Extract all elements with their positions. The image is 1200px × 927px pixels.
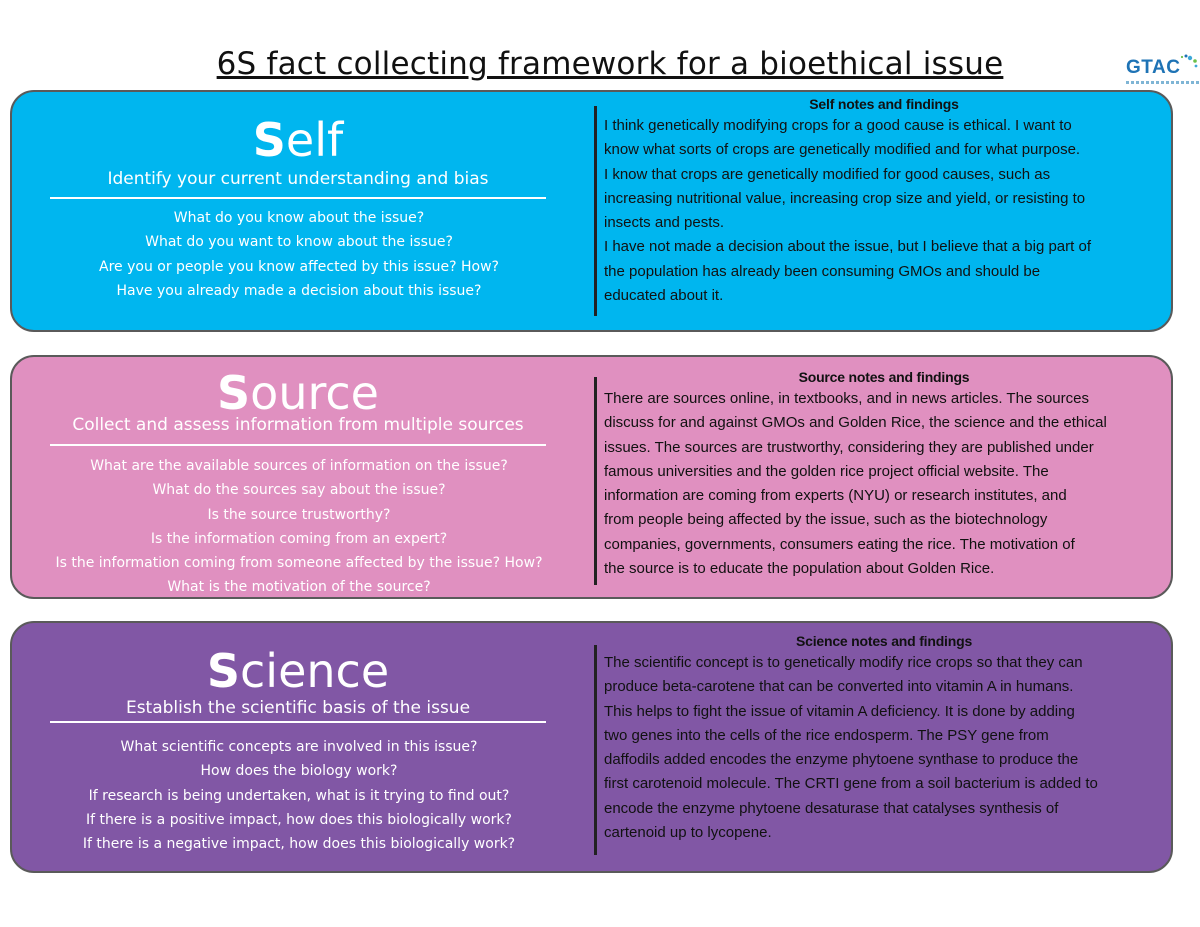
source-notes-body — [604, 387, 1164, 581]
notes-line: I think genetically modifying crops for a good cause is ethical. I want to — [604, 117, 1072, 134]
notes-line: daffodils added encodes the enzyme phytoene synthase to produce the — [604, 751, 1079, 769]
gtac-logo — [1126, 54, 1200, 94]
notes-line: companies, governments, consumers eating the rice. The motivation of — [604, 535, 1075, 553]
question-item: Have you already made a decision about this issue? — [116, 282, 482, 299]
science-questions — [12, 735, 586, 856]
science-notes-heading: Science notes and findings — [795, 633, 973, 649]
question-item: What scientific concepts are involved in this issue? — [120, 739, 478, 755]
source-panel — [10, 355, 1173, 599]
notes-line: famous universities and the golden rice project official website. The — [604, 462, 1049, 480]
notes-line: information are coming from experts (NYU) or research institutes, and — [604, 487, 1067, 505]
question-item: Is the source trustworthy? — [207, 506, 391, 523]
source-prompt-section — [12, 357, 592, 597]
self-notes-section — [604, 94, 1164, 308]
science-heading-rest: cience — [240, 644, 390, 698]
question-item: If research is being undertaken, what is it trying to find out? — [88, 787, 510, 804]
self-questions — [12, 206, 586, 303]
source-divider-line — [50, 444, 546, 446]
self-heading-rest: elf — [285, 113, 344, 167]
self-notes-body — [604, 114, 1164, 308]
source-questions — [12, 454, 586, 600]
science-notes-body — [604, 651, 1164, 845]
question-item: What do you want to know about the issue? — [145, 234, 453, 251]
logo-dots-icon — [1174, 54, 1200, 80]
question-item: How does the biology work? — [200, 763, 398, 780]
source-heading-rest: ource — [250, 366, 379, 420]
notes-line: increasing nutritional value, increasing crop size and yield, or resisting to — [604, 189, 1086, 207]
question-item: Are you or people you know affected by this issue? How? — [99, 258, 499, 275]
science-heading — [12, 645, 584, 697]
source-heading — [12, 367, 584, 419]
self-subtitle: Identify your current understanding and bias — [107, 169, 489, 189]
notes-line: This helps to fight the issue of vitamin A deficiency. It is done by adding — [604, 702, 1075, 720]
page-title: 6S fact collecting framework for a bioethical issue — [216, 46, 1004, 82]
science-panel — [10, 621, 1173, 873]
notes-line: There are sources online, in textbooks, and in news articles. The sources — [604, 390, 1089, 407]
self-prompt-section — [12, 92, 592, 330]
question-item: What do you know about the issue? — [173, 210, 425, 226]
science-prompt-section — [12, 623, 592, 871]
question-item: Is the information coming from an expert? — [150, 530, 448, 547]
notes-line: know what sorts of crops are genetically modified and for what purpose. — [604, 141, 1081, 159]
question-item: Is the information coming from someone affected by the issue? How? — [55, 555, 543, 572]
self-panel — [10, 90, 1173, 332]
science-subtitle: Establish the scientific basis of the issue — [125, 698, 471, 718]
notes-line: The scientific concept is to genetically modify rice crops so that they can — [604, 654, 1083, 671]
question-item: If there is a positive impact, how does this biologically work? — [86, 811, 512, 828]
source-notes-heading: Source notes and findings — [798, 369, 970, 385]
source-vertical-divider — [594, 377, 597, 585]
notes-line: discuss for and against GMOs and Golden Rice, the science and the ethical — [604, 414, 1107, 432]
self-vertical-divider — [594, 106, 597, 316]
question-item: What are the available sources of information on the issue? — [90, 458, 508, 474]
logo-text: GTAC — [1126, 57, 1181, 78]
logo-tagline — [1126, 81, 1200, 84]
self-divider-line — [50, 197, 546, 199]
science-divider-line — [50, 721, 546, 723]
science-notes-section — [604, 631, 1164, 845]
notes-line: I know that crops are genetically modified for good causes, such as — [604, 165, 1051, 183]
science-heading-initial: S — [206, 644, 240, 698]
question-item: If there is a negative impact, how does this biologically work? — [82, 836, 516, 853]
notes-line: the population has already been consuming GMOs and should be — [604, 262, 1041, 280]
notes-line: encode the enzyme phytoene desaturase that catalyses synthesis of — [604, 799, 1059, 817]
notes-line: first carotenoid molecule. The CRTI gene from a soil bacterium is added to — [604, 775, 1098, 793]
notes-line: the source is to educate the population about Golden Rice. — [604, 560, 995, 578]
notes-line: from people being affected by the issue, such as the biotechnology — [604, 511, 1048, 529]
notes-line: produce beta-carotene that can be converted into vitamin A in humans. — [604, 678, 1074, 696]
notes-line: insects and pests. — [604, 214, 725, 232]
question-item: What is the motivation of the source? — [167, 579, 431, 596]
question-item: What do the sources say about the issue? — [152, 482, 446, 499]
self-notes-heading: Self notes and findings — [809, 96, 959, 112]
notes-line: two genes into the cells of the rice endosperm. The PSY gene from — [604, 726, 1049, 744]
self-heading-initial: S — [252, 113, 286, 167]
notes-line: educated about it. — [604, 287, 724, 305]
self-heading — [12, 114, 584, 166]
source-subtitle: Collect and assess information from multiple sources — [72, 415, 524, 435]
notes-line: cartenoid up to lycopene. — [604, 824, 772, 842]
science-vertical-divider — [594, 645, 597, 855]
notes-line: issues. The sources are trustworthy, considering they are published under — [604, 438, 1094, 456]
notes-line: I have not made a decision about the issue, but I believe that a big part of — [604, 238, 1091, 256]
source-heading-initial: S — [217, 366, 251, 420]
source-notes-section — [604, 367, 1164, 581]
